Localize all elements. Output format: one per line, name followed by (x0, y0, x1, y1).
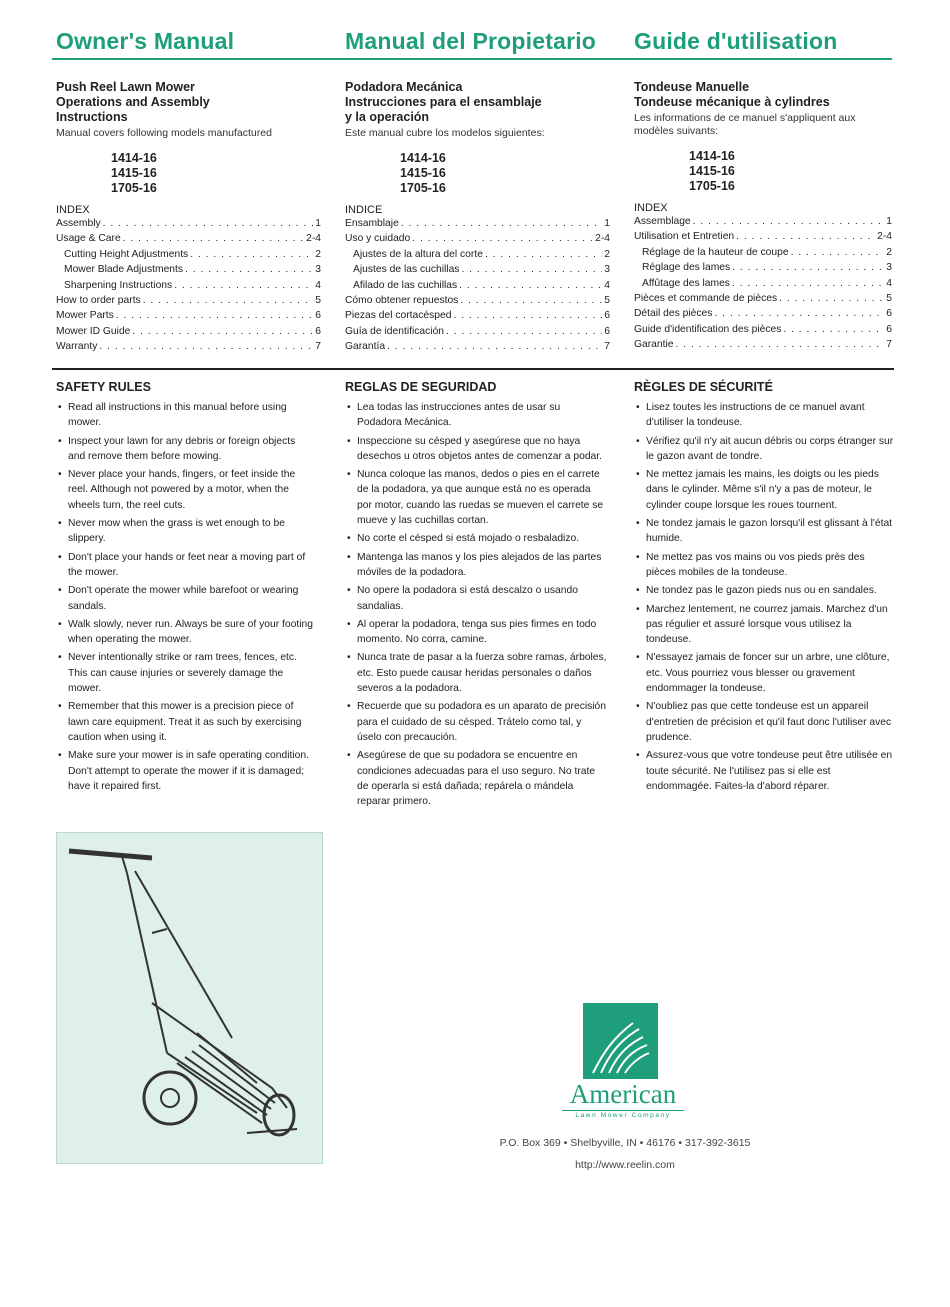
brand-subtitle: Lawn Mower Company (562, 1110, 684, 1119)
index-item-page: 6 (886, 308, 892, 320)
safety-rule-item: • Walk slowly, never run. Always be sure of your footing when operating the mower. (56, 617, 314, 648)
safety-section-fr (634, 380, 896, 797)
index-item-page: 7 (886, 339, 892, 351)
index-leader-dots (132, 324, 313, 339)
index-item-page: 4 (315, 279, 321, 291)
index-leader-dots (116, 308, 313, 323)
safety-section-es (345, 380, 607, 812)
index-item-label: Cutting Height Adjustments (64, 248, 189, 260)
subtitle-fr: Tondeuse Manuelle Tondeuse mécanique à cylindres (634, 80, 830, 109)
index-item (56, 308, 321, 323)
index-title-en: INDEX (56, 204, 90, 216)
index-leader-dots (791, 245, 885, 260)
index-item-label: Piezas del cortacésped (345, 310, 452, 322)
safety-title-fr: RÈGLES DE SÉCURITÉ (634, 380, 773, 394)
index-item (56, 293, 321, 308)
index-item (56, 231, 321, 246)
mower-drawing (57, 833, 322, 1163)
safety-rule-item: • Marchez lentement, ne courrez jamais. Marchez d'un pas régulier et assuré lorsque vous utilisez la tondeuse. (634, 602, 896, 648)
index-item (345, 293, 610, 308)
index-item (345, 324, 610, 339)
column-en (56, 80, 321, 355)
safety-title-es: REGLAS DE SEGURIDAD (345, 380, 497, 394)
index-item (345, 247, 610, 262)
index-item (634, 322, 892, 337)
index-item (634, 276, 892, 291)
index-item-label: Guide d'identification des pièces (634, 323, 782, 335)
safety-list-fr (634, 400, 896, 794)
index-item-page: 3 (315, 264, 321, 276)
index-item-page: 6 (315, 310, 321, 322)
index-title-es: INDICE (345, 204, 383, 216)
index-item-page: 2 (604, 248, 610, 260)
index-item (634, 260, 892, 275)
safety-title-en: SAFETY RULES (56, 380, 151, 394)
safety-rule-item: • Read all instructions in this manual before using mower. (56, 400, 314, 431)
index-item-page: 2-4 (877, 231, 892, 243)
index-item-page: 6 (886, 323, 892, 335)
index-item (345, 216, 610, 231)
safety-list-en (56, 400, 314, 794)
index-item (56, 278, 321, 293)
index-item-label: Réglage de la hauteur de coupe (642, 246, 789, 258)
covers-text-fr: Les informations de ce manuel s'appliquent aux modèles suivants: (634, 112, 856, 137)
safety-rule-item: • Nunca trate de pasar a la fuerza sobre ramas, árboles, etc. Esto puede causar heridas personales o daños severos a la podadora. (345, 650, 607, 696)
subtitle-en: Push Reel Lawn Mower Operations and Assembly Instructions (56, 80, 210, 124)
index-item-page: 2-4 (595, 233, 610, 245)
safety-rule-item: • Never place your hands, fingers, or feet inside the reel. Although not powered by a motor, when the wheels turn, the reel cuts. (56, 467, 314, 513)
safety-rule-item: • Inspect your lawn for any debris or foreign objects and remove them before mowing. (56, 434, 314, 465)
index-item-label: Assemblage (634, 216, 691, 227)
index-item-label: Usage & Care (56, 233, 121, 245)
index-leader-dots (732, 260, 884, 275)
index-leader-dots (103, 216, 314, 231)
index-leader-dots (123, 231, 304, 246)
index-item-label: Garantie (634, 339, 674, 351)
index-item (345, 278, 610, 293)
safety-rule-item: • Mantenga las manos y los pies alejados de las partes móviles de la podadora. (345, 550, 607, 581)
safety-rule-item: • Don't place your hands or feet near a moving part of the mower. (56, 550, 314, 581)
covers-text-en: Manual covers following models manufactured (56, 127, 272, 139)
index-item-label: Ajustes de las cuchillas (353, 264, 460, 276)
safety-rule-item: • No corte el césped si está mojado o resbaladizo. (345, 531, 607, 546)
index-leader-dots (446, 324, 602, 339)
index-leader-dots (387, 339, 602, 354)
index-leader-dots (459, 278, 602, 293)
column-es (345, 80, 610, 355)
index-list-fr (634, 214, 892, 353)
safety-rule-item: • Ne mettez pas vos mains ou vos pieds près des pièces mobiles de la tondeuse. (634, 550, 896, 581)
index-item-page: 5 (315, 295, 321, 307)
index-item-page: 6 (604, 310, 610, 322)
safety-rule-item: • Lea todas las instrucciones antes de usar su Podadora Mecánica. (345, 400, 607, 431)
section-rule (52, 368, 894, 370)
index-item-page: 7 (315, 341, 321, 353)
safety-rule-item: • Vérifiez qu'il n'y ait aucun débris ou corps étranger sur le gazon avant de tondre. (634, 434, 896, 465)
index-leader-dots (401, 216, 602, 231)
index-leader-dots (676, 337, 885, 352)
index-item (634, 291, 892, 306)
index-item-label: Affûtage des lames (642, 277, 730, 289)
index-item-label: Mower Parts (56, 310, 114, 322)
index-item-label: Réglage des lames (642, 262, 731, 274)
index-item (56, 247, 321, 262)
index-leader-dots (732, 276, 884, 291)
index-item (56, 216, 321, 231)
index-item-page: 1 (886, 216, 892, 227)
column-fr (634, 80, 892, 353)
index-leader-dots (461, 262, 602, 277)
index-item-page: 2 (886, 246, 892, 258)
index-item (345, 262, 610, 277)
index-leader-dots (185, 262, 313, 277)
index-item-label: Sharpening Instructions (64, 279, 173, 291)
subtitle-es: Podadora Mecánica Instrucciones para el ensamblaje y la operación (345, 80, 542, 124)
index-item-page: 6 (315, 325, 321, 337)
index-leader-dots (453, 308, 602, 323)
index-item-label: Afilado de las cuchillas (353, 279, 458, 291)
safety-rule-item: • Inspeccione su césped y asegúrese que no haya desechos u otros objetos antes de comenzar a podar. (345, 434, 607, 465)
index-leader-dots (412, 231, 593, 246)
header-rule (52, 58, 892, 60)
safety-rule-item: • Al operar la podadora, tenga sus pies firmes en todo momento. No corra, camine. (345, 617, 607, 648)
index-item-page: 1 (315, 218, 321, 229)
safety-rule-item: • Don't operate the mower while barefoot or wearing sandals. (56, 583, 314, 614)
header-es: Manual del Propietario (345, 28, 597, 54)
safety-rule-item: • Make sure your mower is in safe operating condition. Don't attempt to operate the mower if it is damaged; have it repaired first. (56, 748, 314, 794)
index-item-label: Mower Blade Adjustments (64, 264, 184, 276)
header-en: Owner's Manual (56, 28, 235, 54)
company-address: P.O. Box 369 • Shelbyville, IN • 46176 • 317-392-3615 (499, 1137, 751, 1149)
safety-rule-item: • Asegúrese de que su podadora se encuentre en condiciones adecuadas para el uso seguro. No trate de operarla si está dañada; repárela o mándela reparar primero. (345, 748, 607, 809)
index-list-es (345, 216, 610, 355)
index-item-page: 4 (604, 279, 610, 291)
index-item-label: Ensamblaje (345, 218, 399, 229)
index-item-page: 2 (315, 248, 321, 260)
index-leader-dots (460, 293, 602, 308)
safety-rule-item: • Assurez-vous que votre tondeuse peut être utilisée en toute sécurité. Ne l'utilisez pas si elle est endommagée. Faites-la d'abord réparer. (634, 748, 896, 794)
index-item-page: 4 (886, 277, 892, 289)
models-list-es: 1414-16 1415-16 1705-16 (400, 151, 446, 195)
safety-rule-item: • Ne tondez jamais le gazon lorsqu'il est glissant à l'état humide. (634, 516, 896, 547)
index-leader-dots (143, 293, 314, 308)
index-item (634, 337, 892, 352)
index-item (345, 339, 610, 354)
index-item-page: 5 (886, 293, 892, 305)
index-item-label: Cómo obtener repuestos (345, 295, 459, 307)
index-leader-dots (99, 339, 313, 354)
safety-list-es (345, 400, 607, 809)
index-item (634, 214, 892, 229)
index-leader-dots (779, 291, 884, 306)
models-list-fr: 1414-16 1415-16 1705-16 (689, 149, 735, 193)
index-item-page: 3 (886, 262, 892, 274)
safety-rule-item: • Never intentionally strike or ram trees, fences, etc. This can cause injuries or severely damage the mower. (56, 650, 314, 696)
index-leader-dots (174, 278, 313, 293)
grass-blades-logo-icon (583, 1003, 658, 1079)
index-leader-dots (190, 247, 313, 262)
index-item-label: Guía de identificación (345, 325, 445, 337)
index-item (345, 308, 610, 323)
index-item-label: Garantía (345, 341, 386, 353)
index-item (56, 339, 321, 354)
brand-name: American (569, 1079, 677, 1109)
index-item-page: 2-4 (306, 233, 321, 245)
safety-rule-item: • Recuerde que su podadora es un aparato de precisión para el cuidado de su césped. Trátelo como tal, y úselo con precaución. (345, 699, 607, 745)
index-item (56, 324, 321, 339)
safety-rule-item: • N'essayez jamais de foncer sur un arbre, une clôture, etc. Vous pourriez vous blesser ou gravement endommager la tondeuse. (634, 650, 896, 696)
header-fr: Guide d'utilisation (634, 28, 838, 54)
index-item-label: Uso y cuidado (345, 233, 411, 245)
safety-rule-item: • Nunca coloque las manos, dedos o pies en el carrete de la podadora, ya que aunque está no es operada por motor, cuando las ruedas se mueven el carrete se mueve y las cuchillas cortan. (345, 467, 607, 528)
index-item (634, 245, 892, 260)
index-leader-dots (736, 229, 875, 244)
index-leader-dots (693, 214, 885, 229)
reel-mower-illustration (56, 832, 323, 1164)
index-item-label: How to order parts (56, 295, 141, 307)
index-item (634, 229, 892, 244)
index-item (56, 262, 321, 277)
safety-rule-item: • Lisez toutes les instructions de ce manuel avant d'utiliser la tondeuse. (634, 400, 896, 431)
index-title-fr: INDEX (634, 202, 668, 214)
index-item-page: 1 (604, 218, 610, 229)
safety-section-en (56, 380, 314, 797)
index-item-label: Détail des pièces (634, 308, 713, 320)
safety-rule-item: • Never mow when the grass is wet enough to be slippery. (56, 516, 314, 547)
index-leader-dots (783, 322, 884, 337)
safety-rule-item: • Remember that this mower is a precision piece of lawn care equipment. Treat it as such by exercising caution when using it. (56, 699, 314, 745)
safety-rule-item: • Ne tondez pas le gazon pieds nus ou en sandales. (634, 583, 896, 598)
index-item-page: 5 (604, 295, 610, 307)
safety-rule-item: • No opere la podadora si está descalzo o usando sandalias. (345, 583, 607, 614)
index-item-label: Ajustes de la altura del corte (353, 248, 483, 260)
covers-text-es: Este manual cubre los modelos siguientes: (345, 127, 545, 139)
safety-rule-item: • N'oubliez pas que cette tondeuse est un appareil d'entretien de précision et qu'il faut donc l'utiliser avec prudence. (634, 699, 896, 745)
index-item (345, 231, 610, 246)
index-leader-dots (485, 247, 602, 262)
safety-rule-item: • Ne mettez jamais les mains, les doigts ou les pieds dans le cylinder. Même s'il n'y a pas de moteur, le cylinder coupe lorsque les roues tournent. (634, 467, 896, 513)
index-item-page: 7 (604, 341, 610, 353)
company-url[interactable]: http://www.reelin.com (575, 1159, 675, 1171)
index-item-label: Utilisation et Entretien (634, 231, 735, 243)
index-item-label: Mower ID Guide (56, 325, 131, 337)
index-item (634, 306, 892, 321)
index-item-page: 3 (604, 264, 610, 276)
index-item-label: Assembly (56, 218, 101, 229)
index-list-en (56, 216, 321, 355)
index-item-page: 6 (604, 325, 610, 337)
index-leader-dots (714, 306, 884, 321)
models-list-en: 1414-16 1415-16 1705-16 (111, 151, 157, 195)
index-item-label: Pièces et commande de pièces (634, 293, 778, 305)
index-item-label: Warranty (56, 341, 98, 353)
